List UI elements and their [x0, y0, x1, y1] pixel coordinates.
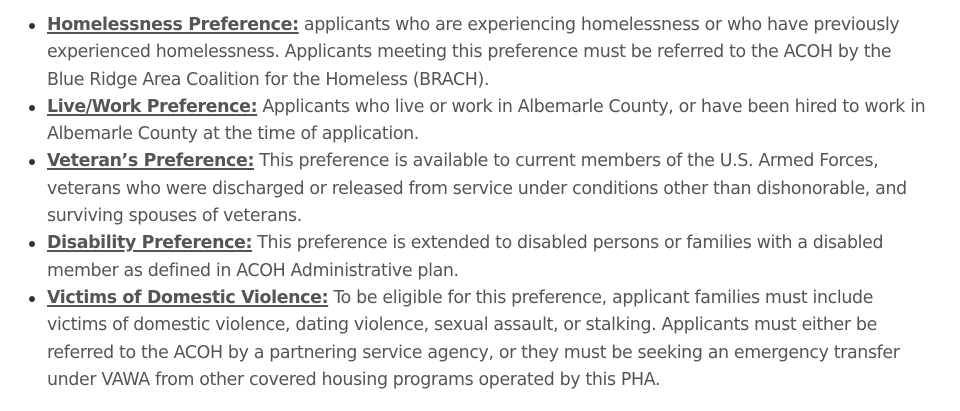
- list-item-homelessness-preference: [47, 12, 932, 94]
- list-item-veterans-preference: [47, 148, 932, 230]
- preference-label: Live/Work Preference:: [47, 96, 258, 117]
- preference-description: Applicants who live or work in Albemarle County, or have been hired to work in Albemarle County at the time of application.: [47, 96, 926, 145]
- list-item-disability-preference: [47, 230, 932, 285]
- preference-description: To be eligible for this preference, applicant families must include victims of domestic violence, dating violence, sexual assault, or stalking. Applicants must either be referred to the ACOH by a partnering service agency, or they must be seeking an emergency transfer under VAWA from other covered housing programs operated by this PHA.: [47, 287, 900, 390]
- bullet-icon: [29, 159, 35, 165]
- preference-label: Victims of Domestic Violence:: [47, 287, 329, 308]
- preference-description: This preference is available to current members of the U.S. Armed Forces, veterans who were discharged or released from service under conditions other than dishonorable, and surviving spouses of veterans.: [47, 151, 907, 227]
- list-item-domestic-violence-preference: [47, 285, 932, 394]
- preference-label: Disability Preference:: [47, 233, 253, 254]
- bullet-icon: [29, 105, 35, 111]
- preference-description: This preference is extended to disabled persons or families with a disabled member as defined in ACOH Administrative plan.: [47, 233, 884, 281]
- bullet-icon: [29, 241, 35, 247]
- preference-description: applicants who are experiencing homelessness or who have previously experienced homelessness. Applicants meeting this preference must be referred to the ACOH by the Blue Ridge Area Coalition for the Homeless (BRACH).: [47, 15, 900, 90]
- bullet-icon: [29, 23, 35, 29]
- preference-label: Veteran’s Preference:: [47, 151, 255, 172]
- list-item-live-work-preference: [47, 94, 932, 149]
- preference-label: Homelessness Preference:: [47, 15, 299, 35]
- bullet-icon: [29, 296, 35, 302]
- preference-list: [47, 12, 932, 394]
